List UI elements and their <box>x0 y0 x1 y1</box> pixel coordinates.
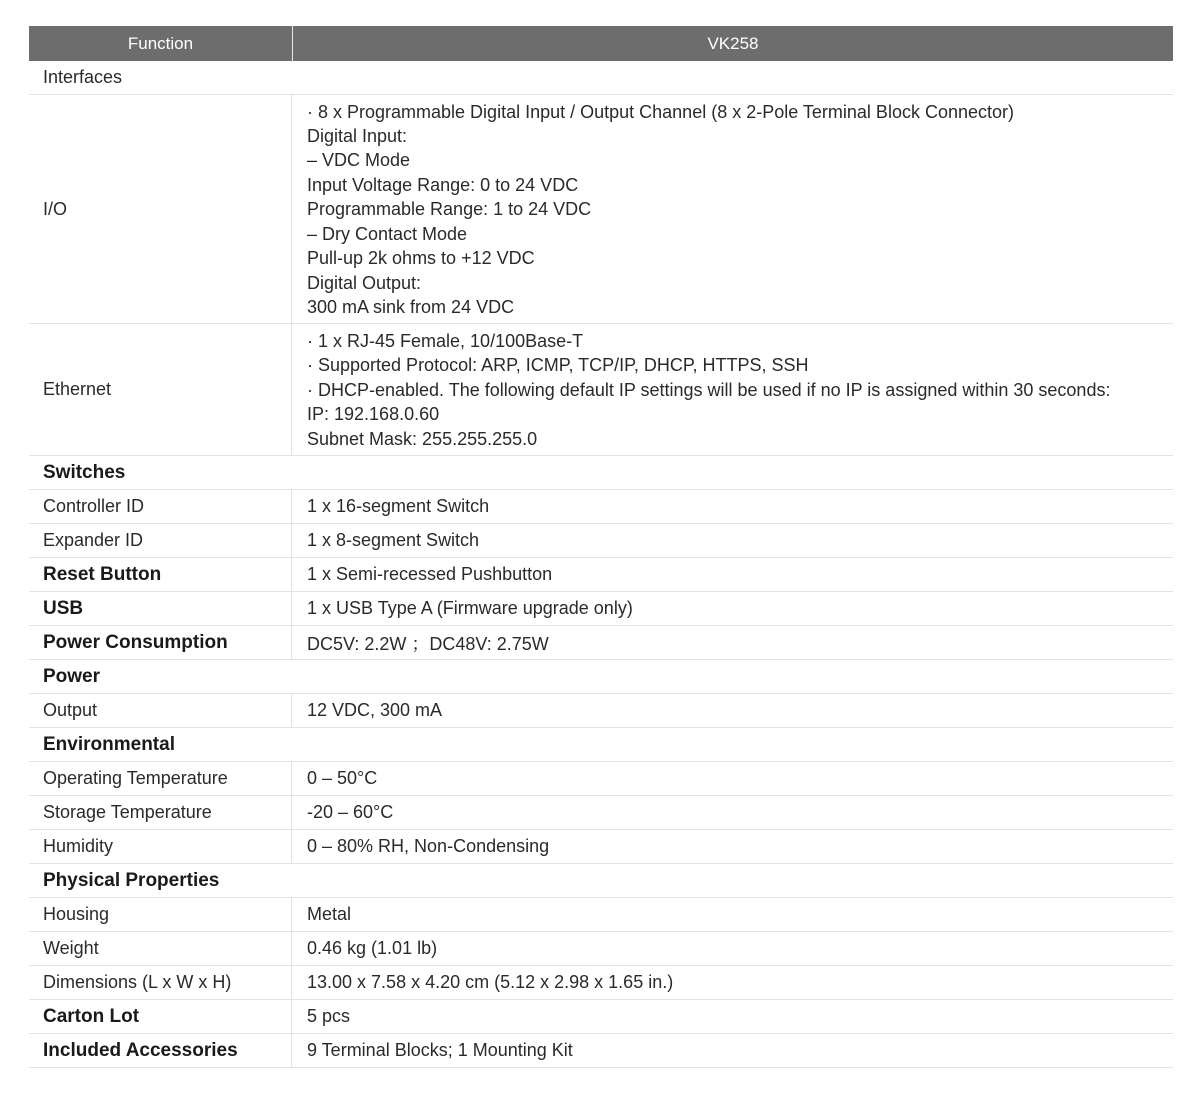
row-value: 5 pcs <box>307 1006 351 1026</box>
header-model: VK258 <box>707 33 759 53</box>
row-value: -20 – 60°C <box>307 802 394 822</box>
row-value: 1 x Semi-recessed Pushbutton <box>307 564 553 584</box>
section-label: Power <box>43 665 101 687</box>
value-line: – Dry Contact Mode <box>307 223 468 244</box>
row-label: Storage Temperature <box>29 796 292 829</box>
table-header <box>29 26 1173 61</box>
section-label: Environmental <box>43 733 175 755</box>
row-label: Carton Lot <box>29 1000 292 1033</box>
row-carton-lot <box>29 1000 1173 1034</box>
section-label: Physical Properties <box>43 869 220 891</box>
row-label: Output <box>29 694 292 727</box>
row-label: I/O <box>29 95 292 323</box>
row-included-accessories <box>29 1034 1173 1068</box>
value-line: – VDC Mode <box>307 150 411 171</box>
row-reset-button <box>29 558 1173 592</box>
row-label: Reset Button <box>29 558 292 591</box>
row-value: 1 x 8-segment Switch <box>307 530 480 550</box>
section-label: Switches <box>43 461 126 483</box>
section-label: Interfaces <box>43 67 123 87</box>
row-label: Ethernet <box>29 324 292 455</box>
row-usb <box>29 592 1173 626</box>
row-value: 13.00 x 7.58 x 4.20 cm (5.12 x 2.98 x 1.65 in.) <box>307 972 674 992</box>
value-line: Pull-up 2k ohms to +12 VDC <box>307 248 535 269</box>
row-value: 9 Terminal Blocks; 1 Mounting Kit <box>307 1040 573 1060</box>
section-power <box>29 660 1173 694</box>
row-output <box>29 694 1173 728</box>
row-value: 1 x USB Type A (Firmware upgrade only) <box>307 598 633 618</box>
row-storage-temperature <box>29 796 1173 830</box>
row-value: 0.46 kg (1.01 lb) <box>307 938 438 958</box>
row-label: Expander ID <box>29 524 292 557</box>
value-line: · DHCP-enabled. The following default IP settings will be used if no IP is assigned within 30 seconds: <box>307 379 1111 400</box>
row-operating-temperature <box>29 762 1173 796</box>
value-line: Input Voltage Range: 0 to 24 VDC <box>307 174 579 195</box>
value-line: Programmable Range: 1 to 24 VDC <box>307 199 592 220</box>
row-value: Metal <box>307 904 352 924</box>
value-line: · 8 x Programmable Digital Input / Output Channel (8 x 2-Pole Terminal Block Connector) <box>307 101 1014 122</box>
header-function: Function <box>29 26 293 61</box>
value-line: Digital Input: <box>307 126 408 147</box>
row-weight <box>29 932 1173 966</box>
row-dimensions <box>29 966 1173 1000</box>
row-label: Housing <box>29 898 292 931</box>
row-value: DC5V: 2.2W ；DC48V: 2.75W <box>307 633 549 654</box>
value-line: Digital Output: <box>307 272 422 293</box>
row-housing <box>29 898 1173 932</box>
value-line: · Supported Protocol: ARP, ICMP, TCP/IP, DHCP, HTTPS, SSH <box>307 355 809 376</box>
section-interfaces <box>29 61 1173 95</box>
row-ethernet <box>29 324 1173 456</box>
row-value: 0 – 50°C <box>307 768 378 788</box>
row-power-consumption <box>29 626 1173 660</box>
value-line: IP: 192.168.0.60 <box>307 404 440 425</box>
row-label: Power Consumption <box>29 626 292 659</box>
row-label: Weight <box>29 932 292 965</box>
row-value: 1 x 16-segment Switch <box>307 496 490 516</box>
value-line: 300 mA sink from 24 VDC <box>307 296 515 317</box>
row-label: Dimensions (L x W x H) <box>29 966 292 999</box>
row-label: Humidity <box>29 830 292 863</box>
row-value <box>292 95 1173 323</box>
value-line: Subnet Mask: 255.255.255.0 <box>307 428 538 449</box>
value-line: · 1 x RJ-45 Female, 10/100Base-T <box>307 330 584 351</box>
row-io <box>29 95 1173 324</box>
section-switches <box>29 456 1173 490</box>
section-environmental <box>29 728 1173 762</box>
section-physical-properties <box>29 864 1173 898</box>
row-value: 12 VDC, 300 mA <box>307 700 443 720</box>
row-label: USB <box>29 592 292 625</box>
row-label: Operating Temperature <box>29 762 292 795</box>
row-value: 0 – 80% RH, Non-Condensing <box>307 836 550 856</box>
row-humidity <box>29 830 1173 864</box>
row-label: Controller ID <box>29 490 292 523</box>
row-label: Included Accessories <box>29 1034 292 1067</box>
row-value <box>292 324 1173 455</box>
row-controller-id <box>29 490 1173 524</box>
spec-table <box>29 26 1173 1068</box>
row-expander-id <box>29 524 1173 558</box>
